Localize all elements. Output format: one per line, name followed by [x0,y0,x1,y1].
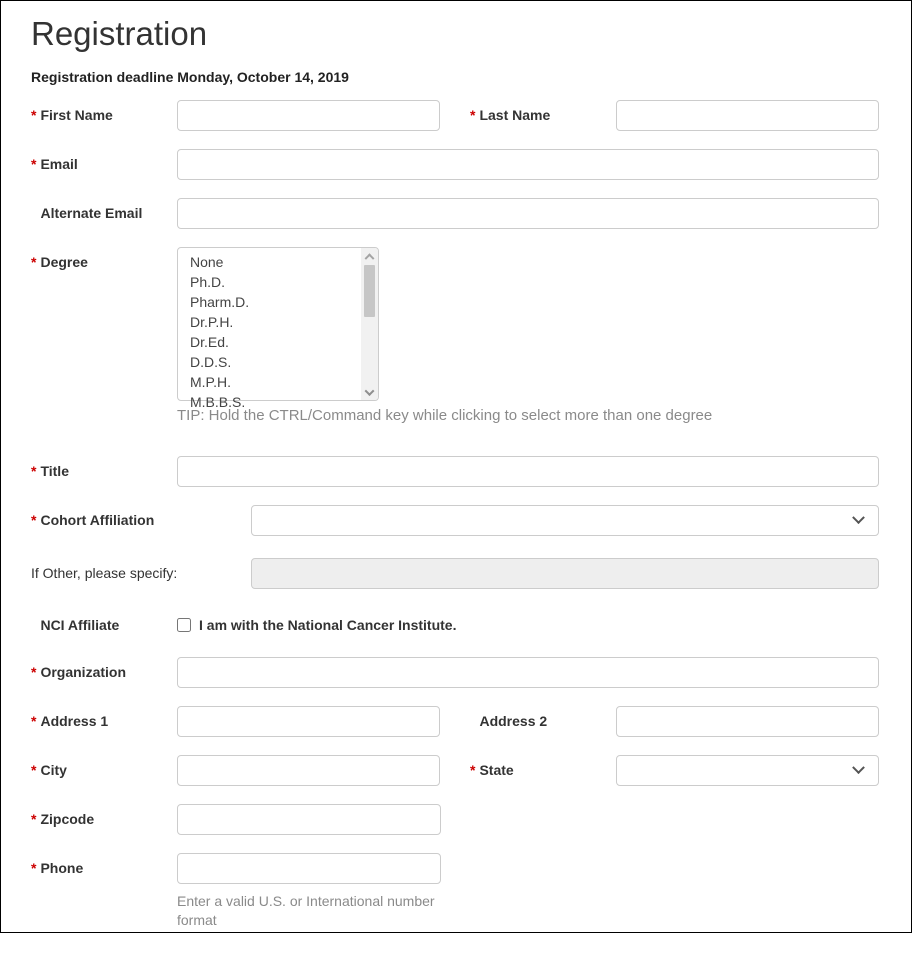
nci-affiliate-checkbox[interactable] [177,618,191,632]
degree-tip-row [31,407,879,424]
required-asterisk: * [31,254,37,270]
registration-form [31,100,879,930]
cohort-affiliation-row [31,505,879,536]
required-asterisk: * [31,664,37,680]
degree-options [178,248,361,410]
zipcode-row [31,804,879,835]
chevron-down-icon [852,511,865,524]
other-specify-label: If Other, please specify: [31,565,178,581]
address-row [31,706,879,737]
required-asterisk: * [31,860,37,876]
required-asterisk: * [31,811,37,827]
last-name-label: * Last Name [470,107,551,123]
required-asterisk: * [31,762,37,778]
scrollbar-down-icon [365,386,375,396]
address1-label: * Address 1 [31,713,109,729]
nci-affiliate-checkbox-label: I am with the National Cancer Institute. [199,617,457,633]
nci-affiliate-row [31,617,879,633]
degree-option[interactable]: None [190,254,224,270]
email-row [31,149,879,180]
last-name-input[interactable] [616,100,879,131]
phone-row [31,853,879,930]
required-asterisk: * [470,107,476,123]
title-label: * Title [31,463,69,479]
degree-option[interactable]: Ph.D. [190,274,226,290]
organization-label: * Organization [31,664,127,680]
alternate-email-input[interactable] [177,198,879,229]
first-name-input[interactable] [177,100,440,131]
chevron-down-icon [852,761,865,774]
email-label: * Email [31,156,78,172]
other-specify-row [31,558,879,589]
degree-option[interactable]: Pharm.D. [190,294,250,310]
phone-input[interactable] [177,853,441,884]
organization-input[interactable] [177,657,879,688]
address2-label: Address 2 [479,713,548,729]
phone-label: * Phone [31,860,84,876]
degree-option[interactable]: M.B.B.S. [190,394,246,410]
degree-option[interactable]: D.D.S. [190,354,232,370]
required-asterisk: * [31,713,37,729]
scrollbar-down-button[interactable] [361,385,378,400]
page-title: Registration [31,15,208,52]
registration-deadline: Registration deadline Monday, October 14, 2019 [31,69,349,85]
first-name-label: * First Name [31,107,113,123]
degree-label: * Degree [31,254,88,270]
name-row [31,100,879,131]
phone-format-hint: Enter a valid U.S. or International number format [177,893,435,928]
required-asterisk: * [31,512,37,528]
required-asterisk: * [31,463,37,479]
title-row [31,456,879,487]
zipcode-input[interactable] [177,804,441,835]
degree-tip: TIP: Hold the CTRL/Command key while clicking to select more than one degree [177,407,713,424]
degree-listbox[interactable] [177,247,379,410]
degree-option[interactable]: Dr.P.H. [190,314,234,330]
email-input[interactable] [177,149,879,180]
city-state-row [31,755,879,786]
alternate-email-row [31,198,879,229]
degree-option[interactable]: Dr.Ed. [190,334,229,350]
title-input[interactable] [177,456,879,487]
alternate-email-label: Alternate Email [40,205,143,221]
required-asterisk: * [31,107,37,123]
address1-input[interactable] [177,706,440,737]
city-label: * City [31,762,67,778]
state-select[interactable] [616,755,879,786]
scrollbar-thumb[interactable] [364,265,375,317]
degree-option[interactable]: M.P.H. [190,374,231,390]
degree-scrollbar[interactable] [361,248,378,400]
required-asterisk: * [31,156,37,172]
required-asterisk: * [470,762,476,778]
cohort-affiliation-select[interactable] [251,505,879,536]
scrollbar-up-button[interactable] [361,248,378,263]
state-label: * State [470,762,514,778]
scrollbar-up-icon [365,253,375,263]
city-input[interactable] [177,755,440,786]
cohort-affiliation-label: * Cohort Affiliation [31,512,155,528]
degree-row [31,247,879,410]
zipcode-label: * Zipcode [31,811,95,827]
address2-input[interactable] [616,706,879,737]
other-specify-input [251,558,879,589]
organization-row [31,657,879,688]
nci-affiliate-label: NCI Affiliate [40,617,120,633]
registration-form-container [1,1,911,960]
